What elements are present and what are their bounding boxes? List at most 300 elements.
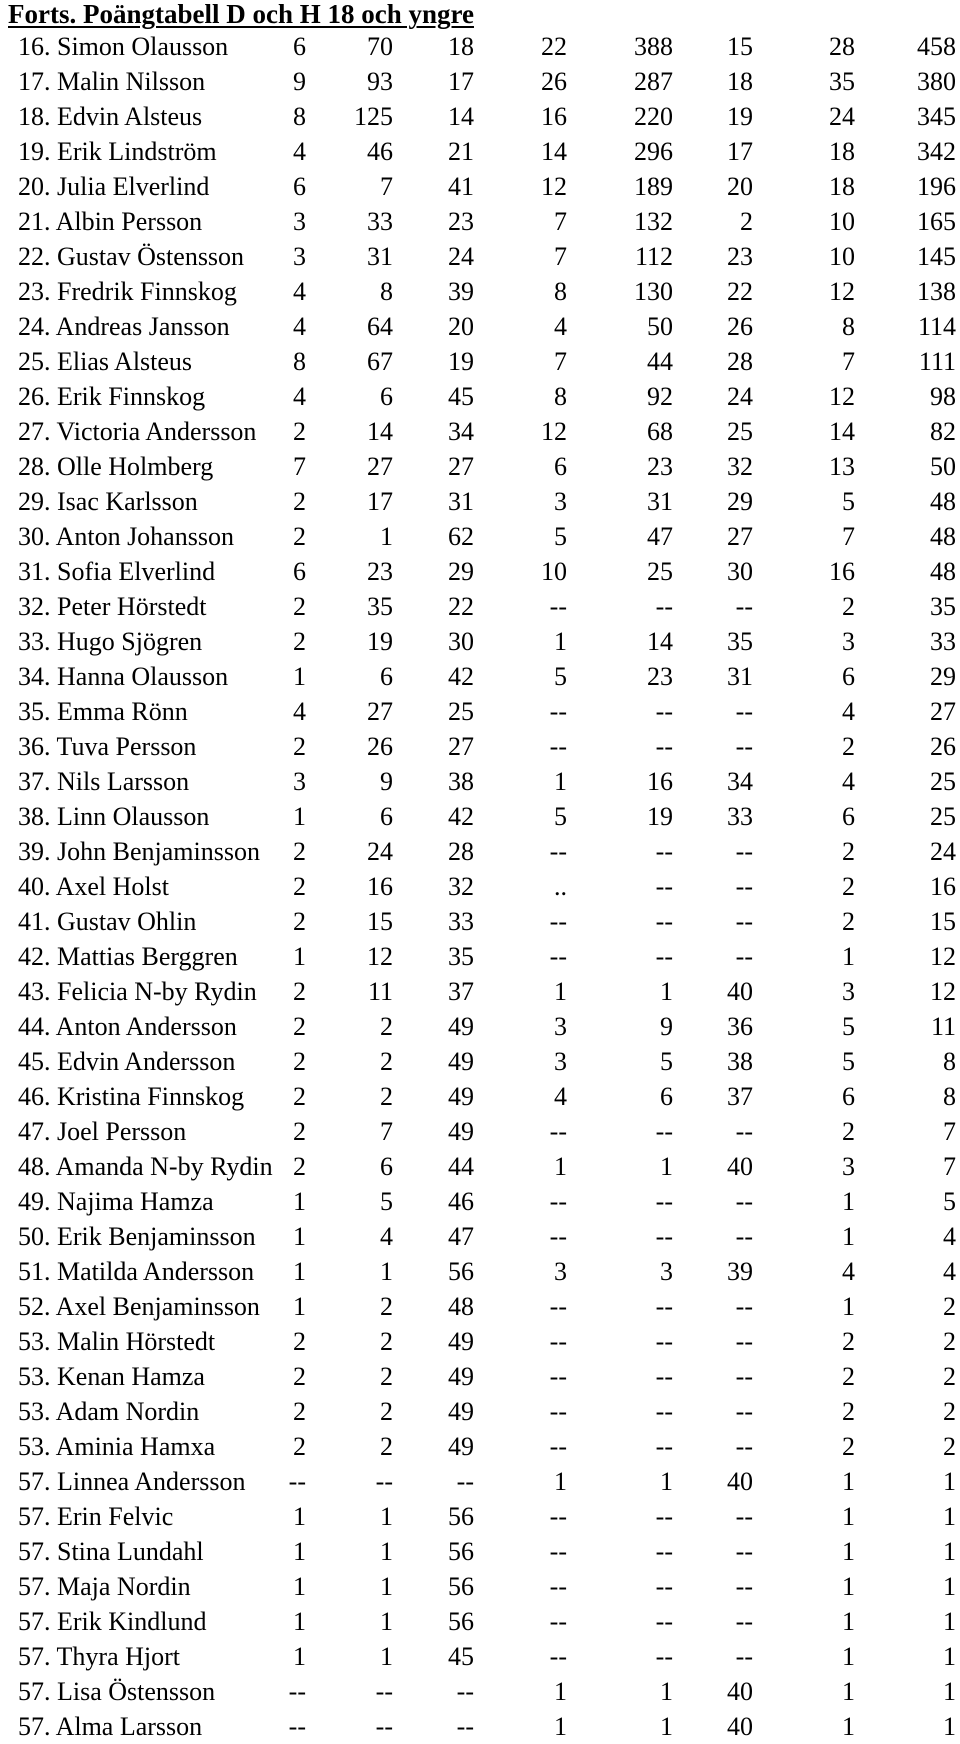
- col-3: 19: [448, 347, 474, 376]
- col-6: 15: [727, 32, 753, 61]
- col-8: 25: [930, 767, 956, 796]
- name-cell: 41. Gustav Ohlin: [18, 907, 197, 936]
- name-cell: 52. Axel Benjaminsson: [18, 1292, 260, 1321]
- col-2: 5: [380, 1187, 393, 1216]
- col-7: 1: [842, 1537, 855, 1566]
- col-6: 38: [727, 1047, 753, 1076]
- col-7: 1: [842, 1712, 855, 1741]
- col-4: --: [549, 837, 567, 866]
- table-row: [0, 309, 960, 344]
- col-3: 34: [448, 417, 474, 446]
- table-row: [0, 834, 960, 869]
- col-1: 1: [293, 1257, 306, 1286]
- name-cell: 21. Albin Persson: [18, 207, 203, 236]
- col-8: 16: [930, 872, 956, 901]
- col-4: 26: [541, 67, 567, 96]
- col-8: 145: [917, 242, 956, 271]
- col-2: 1: [380, 1537, 393, 1566]
- col-2: 31: [367, 242, 393, 271]
- col-6: --: [735, 872, 753, 901]
- col-3: 24: [448, 242, 474, 271]
- col-5: 296: [634, 137, 673, 166]
- col-6: 33: [727, 802, 753, 831]
- col-3: 21: [448, 137, 474, 166]
- col-1: 7: [293, 452, 306, 481]
- col-8: 380: [917, 67, 956, 96]
- col-5: 14: [647, 627, 673, 656]
- col-2: 6: [380, 662, 393, 691]
- col-8: 11: [930, 1012, 956, 1041]
- table-row: [0, 869, 960, 904]
- col-5: 1: [660, 1712, 673, 1741]
- col-1: 1: [293, 1187, 306, 1216]
- name-cell: 28. Olle Holmberg: [18, 452, 214, 481]
- col-6: 40: [727, 977, 753, 1006]
- col-6: --: [735, 697, 753, 726]
- col-6: 40: [727, 1467, 753, 1496]
- table-row: [0, 1709, 960, 1744]
- col-6: 2: [740, 207, 753, 236]
- col-4: --: [549, 1432, 567, 1461]
- col-4: --: [549, 1327, 567, 1356]
- col-7: 6: [842, 1082, 855, 1111]
- table-row: [0, 519, 960, 554]
- col-4: 12: [541, 417, 567, 446]
- col-2: 6: [380, 382, 393, 411]
- col-8: 8: [943, 1082, 956, 1111]
- col-5: 92: [647, 382, 673, 411]
- col-7: 3: [842, 1152, 855, 1181]
- name-cell: 33. Hugo Sjögren: [18, 627, 203, 656]
- col-5: 16: [647, 767, 673, 796]
- name-cell: 18. Edvin Alsteus: [18, 102, 203, 131]
- col-1: 2: [293, 1327, 306, 1356]
- col-5: 44: [647, 347, 673, 376]
- col-6: 24: [727, 382, 753, 411]
- table-row: [0, 414, 960, 449]
- col-1: 4: [293, 137, 306, 166]
- col-5: --: [655, 592, 673, 621]
- table-row: [0, 29, 960, 64]
- col-8: 27: [930, 697, 956, 726]
- col-8: 1: [943, 1607, 956, 1636]
- col-2: 17: [367, 487, 393, 516]
- col-7: 28: [829, 32, 855, 61]
- col-5: --: [655, 1222, 673, 1251]
- col-1: 6: [293, 32, 306, 61]
- col-2: 7: [380, 1117, 393, 1146]
- name-cell: 29. Isac Karlsson: [18, 487, 198, 516]
- col-6: 23: [727, 242, 753, 271]
- col-5: 50: [647, 312, 673, 341]
- col-4: --: [549, 697, 567, 726]
- col-4: 1: [554, 1152, 567, 1181]
- col-4: --: [549, 1607, 567, 1636]
- col-6: --: [735, 1222, 753, 1251]
- col-4: 1: [554, 1677, 567, 1706]
- col-1: 3: [293, 767, 306, 796]
- table-row: [0, 1254, 960, 1289]
- col-3: 56: [448, 1572, 474, 1601]
- col-4: 4: [554, 312, 567, 341]
- col-7: 10: [829, 242, 855, 271]
- col-6: --: [735, 1502, 753, 1531]
- col-7: 2: [842, 907, 855, 936]
- col-2: 4: [380, 1222, 393, 1251]
- col-6: --: [735, 1572, 753, 1601]
- col-8: 1: [943, 1642, 956, 1671]
- table-row: [0, 589, 960, 624]
- col-5: 9: [660, 1012, 673, 1041]
- col-8: 15: [930, 907, 956, 936]
- col-6: 36: [727, 1012, 753, 1041]
- page-heading: Forts. Poängtabell D och H 18 och yngre: [8, 0, 474, 29]
- col-7: 1: [842, 1187, 855, 1216]
- col-6: 30: [727, 557, 753, 586]
- col-7: 1: [842, 1607, 855, 1636]
- name-cell: 45. Edvin Andersson: [18, 1047, 236, 1076]
- col-8: 48: [930, 557, 956, 586]
- col-3: 38: [448, 767, 474, 796]
- col-3: 25: [448, 697, 474, 726]
- table-row: [0, 449, 960, 484]
- col-6: 39: [727, 1257, 753, 1286]
- col-3: 56: [448, 1607, 474, 1636]
- name-cell: 53. Aminia Hamxa: [18, 1432, 216, 1461]
- col-6: 28: [727, 347, 753, 376]
- col-3: 42: [448, 662, 474, 691]
- col-1: 1: [293, 1572, 306, 1601]
- col-7: 35: [829, 67, 855, 96]
- table-row: [0, 1184, 960, 1219]
- col-7: 2: [842, 872, 855, 901]
- col-5: --: [655, 837, 673, 866]
- table-row: [0, 1674, 960, 1709]
- col-8: 458: [917, 32, 956, 61]
- col-3: 49: [448, 1012, 474, 1041]
- col-3: --: [456, 1712, 474, 1741]
- col-2: 2: [380, 1397, 393, 1426]
- col-4: 5: [554, 522, 567, 551]
- col-7: 1: [842, 1222, 855, 1251]
- col-7: 1: [842, 1467, 855, 1496]
- col-7: 1: [842, 1292, 855, 1321]
- table-row: [0, 1429, 960, 1464]
- table-row: [0, 1044, 960, 1079]
- name-cell: 25. Elias Alsteus: [18, 347, 193, 376]
- table-row: [0, 99, 960, 134]
- col-1: 1: [293, 1292, 306, 1321]
- col-2: --: [375, 1677, 393, 1706]
- name-cell: 43. Felicia N-by Rydin: [18, 977, 257, 1006]
- col-1: 1: [293, 802, 306, 831]
- col-3: 32: [448, 872, 474, 901]
- col-5: 31: [647, 487, 673, 516]
- col-5: 1: [660, 1677, 673, 1706]
- col-3: 49: [448, 1432, 474, 1461]
- col-1: 3: [293, 207, 306, 236]
- col-5: --: [655, 1537, 673, 1566]
- col-4: --: [549, 1642, 567, 1671]
- col-6: 22: [727, 277, 753, 306]
- col-6: 31: [727, 662, 753, 691]
- col-7: 5: [842, 1012, 855, 1041]
- col-3: 46: [448, 1187, 474, 1216]
- col-6: --: [735, 1607, 753, 1636]
- col-7: 2: [842, 1432, 855, 1461]
- col-2: 2: [380, 1327, 393, 1356]
- col-8: 12: [930, 977, 956, 1006]
- table-row: [0, 694, 960, 729]
- col-5: --: [655, 1642, 673, 1671]
- col-5: --: [655, 1502, 673, 1531]
- col-8: 7: [943, 1117, 956, 1146]
- name-cell: 27. Victoria Andersson: [18, 417, 257, 446]
- col-5: 1: [660, 1467, 673, 1496]
- col-2: 1: [380, 1642, 393, 1671]
- col-8: 1: [943, 1537, 956, 1566]
- col-6: --: [735, 1362, 753, 1391]
- table-row: [0, 1394, 960, 1429]
- col-6: 40: [727, 1152, 753, 1181]
- col-1: 2: [293, 487, 306, 516]
- name-cell: 53. Kenan Hamza: [18, 1362, 205, 1391]
- col-7: 4: [842, 767, 855, 796]
- col-8: 4: [943, 1257, 956, 1286]
- col-1: 2: [293, 907, 306, 936]
- col-7: 3: [842, 627, 855, 656]
- col-3: 37: [448, 977, 474, 1006]
- col-3: 49: [448, 1327, 474, 1356]
- col-5: --: [655, 732, 673, 761]
- col-1: --: [288, 1677, 306, 1706]
- col-7: 4: [842, 1257, 855, 1286]
- table-row: [0, 1639, 960, 1674]
- col-1: 2: [293, 732, 306, 761]
- col-1: 4: [293, 382, 306, 411]
- col-8: 33: [930, 627, 956, 656]
- name-cell: 47. Joel Persson: [18, 1117, 187, 1146]
- col-5: --: [655, 907, 673, 936]
- name-cell: 20. Julia Elverlind: [18, 172, 210, 201]
- name-cell: 53. Malin Hörstedt: [18, 1327, 216, 1356]
- col-1: 1: [293, 1502, 306, 1531]
- col-3: 30: [448, 627, 474, 656]
- col-1: 4: [293, 697, 306, 726]
- table-row: [0, 799, 960, 834]
- col-3: 42: [448, 802, 474, 831]
- col-2: 64: [367, 312, 393, 341]
- col-4: 3: [554, 487, 567, 516]
- col-4: 6: [554, 452, 567, 481]
- name-cell: 31. Sofia Elverlind: [18, 557, 216, 586]
- col-1: 2: [293, 977, 306, 1006]
- table-row: [0, 1114, 960, 1149]
- col-3: 31: [448, 487, 474, 516]
- table-row: [0, 1604, 960, 1639]
- col-2: 16: [367, 872, 393, 901]
- col-1: 2: [293, 872, 306, 901]
- table-row: [0, 274, 960, 309]
- col-2: 2: [380, 1012, 393, 1041]
- name-cell: 57. Erik Kindlund: [18, 1607, 207, 1636]
- col-6: --: [735, 1292, 753, 1321]
- col-8: 98: [930, 382, 956, 411]
- table-row: [0, 659, 960, 694]
- name-cell: 26. Erik Finnskog: [18, 382, 206, 411]
- col-2: 27: [367, 452, 393, 481]
- col-5: --: [655, 1397, 673, 1426]
- col-4: --: [549, 1397, 567, 1426]
- name-cell: 57. Maja Nordin: [18, 1572, 191, 1601]
- col-6: 25: [727, 417, 753, 446]
- name-cell: 57. Linnea Andersson: [18, 1467, 246, 1496]
- table-row: [0, 1499, 960, 1534]
- col-8: 2: [943, 1432, 956, 1461]
- col-2: --: [375, 1712, 393, 1741]
- col-6: 26: [727, 312, 753, 341]
- col-3: 28: [448, 837, 474, 866]
- name-cell: 38. Linn Olausson: [18, 802, 210, 831]
- col-7: 10: [829, 207, 855, 236]
- col-5: 47: [647, 522, 673, 551]
- col-3: 22: [448, 592, 474, 621]
- col-5: 112: [634, 242, 673, 271]
- col-3: 56: [448, 1502, 474, 1531]
- col-8: 1: [943, 1712, 956, 1741]
- table-row: [0, 239, 960, 274]
- col-4: 3: [554, 1012, 567, 1041]
- col-4: 1: [554, 977, 567, 1006]
- col-6: --: [735, 1397, 753, 1426]
- table-row: [0, 64, 960, 99]
- col-3: 41: [448, 172, 474, 201]
- col-8: 48: [930, 522, 956, 551]
- col-3: 49: [448, 1082, 474, 1111]
- col-8: 7: [943, 1152, 956, 1181]
- col-2: 2: [380, 1047, 393, 1076]
- col-4: 10: [541, 557, 567, 586]
- col-5: 6: [660, 1082, 673, 1111]
- col-2: 46: [367, 137, 393, 166]
- col-1: 2: [293, 522, 306, 551]
- col-2: 70: [367, 32, 393, 61]
- col-8: 8: [943, 1047, 956, 1076]
- name-cell: 17. Malin Nilsson: [18, 67, 206, 96]
- col-6: --: [735, 1642, 753, 1671]
- col-8: 48: [930, 487, 956, 516]
- name-cell: 48. Amanda N-by Rydin: [18, 1152, 273, 1181]
- col-5: 132: [634, 207, 673, 236]
- col-6: --: [735, 1537, 753, 1566]
- col-7: 18: [829, 172, 855, 201]
- table-row: [0, 764, 960, 799]
- name-cell: 50. Erik Benjaminsson: [18, 1222, 256, 1251]
- table-row: [0, 1219, 960, 1254]
- col-2: 15: [367, 907, 393, 936]
- col-5: --: [655, 872, 673, 901]
- table-row: [0, 379, 960, 414]
- col-5: 68: [647, 417, 673, 446]
- col-2: 2: [380, 1292, 393, 1321]
- col-3: 35: [448, 942, 474, 971]
- col-5: --: [655, 1572, 673, 1601]
- col-1: 4: [293, 277, 306, 306]
- col-5: 189: [634, 172, 673, 201]
- col-4: --: [549, 1292, 567, 1321]
- table-row: [0, 204, 960, 239]
- col-1: 8: [293, 102, 306, 131]
- col-3: 33: [448, 907, 474, 936]
- col-2: 26: [367, 732, 393, 761]
- col-8: 342: [917, 137, 956, 166]
- col-6: 32: [727, 452, 753, 481]
- score-table: [0, 29, 960, 1744]
- name-cell: 30. Anton Johansson: [18, 522, 234, 551]
- col-5: 5: [660, 1047, 673, 1076]
- name-cell: 16. Simon Olausson: [18, 32, 229, 61]
- col-3: 47: [448, 1222, 474, 1251]
- col-8: 2: [943, 1397, 956, 1426]
- table-row: [0, 1009, 960, 1044]
- col-4: --: [549, 1572, 567, 1601]
- name-cell: 51. Matilda Andersson: [18, 1257, 255, 1286]
- col-3: 56: [448, 1537, 474, 1566]
- col-1: 2: [293, 627, 306, 656]
- col-2: 9: [380, 767, 393, 796]
- col-7: 7: [842, 522, 855, 551]
- col-2: 27: [367, 697, 393, 726]
- col-4: 7: [554, 242, 567, 271]
- col-7: 6: [842, 662, 855, 691]
- col-3: 39: [448, 277, 474, 306]
- col-3: 14: [448, 102, 474, 131]
- col-5: --: [655, 1362, 673, 1391]
- col-1: 6: [293, 557, 306, 586]
- col-6: 29: [727, 487, 753, 516]
- col-5: --: [655, 697, 673, 726]
- col-2: 1: [380, 1572, 393, 1601]
- col-5: --: [655, 1187, 673, 1216]
- col-2: 1: [380, 1257, 393, 1286]
- col-6: --: [735, 1327, 753, 1356]
- table-row: [0, 904, 960, 939]
- col-4: --: [549, 907, 567, 936]
- col-5: 1: [660, 1152, 673, 1181]
- col-4: --: [549, 1537, 567, 1566]
- col-1: 6: [293, 172, 306, 201]
- col-6: 37: [727, 1082, 753, 1111]
- col-5: 220: [634, 102, 673, 131]
- col-8: 26: [930, 732, 956, 761]
- col-4: ..: [554, 872, 567, 901]
- col-1: 1: [293, 1222, 306, 1251]
- col-7: 1: [842, 1642, 855, 1671]
- col-5: 130: [634, 277, 673, 306]
- col-8: 345: [917, 102, 956, 131]
- col-3: 56: [448, 1257, 474, 1286]
- col-4: --: [549, 942, 567, 971]
- col-3: 62: [448, 522, 474, 551]
- col-1: 2: [293, 1082, 306, 1111]
- col-8: 1: [943, 1677, 956, 1706]
- col-2: 11: [367, 977, 393, 1006]
- col-7: 2: [842, 1397, 855, 1426]
- col-1: 2: [293, 1012, 306, 1041]
- col-4: 5: [554, 802, 567, 831]
- col-8: 165: [917, 207, 956, 236]
- col-4: 16: [541, 102, 567, 131]
